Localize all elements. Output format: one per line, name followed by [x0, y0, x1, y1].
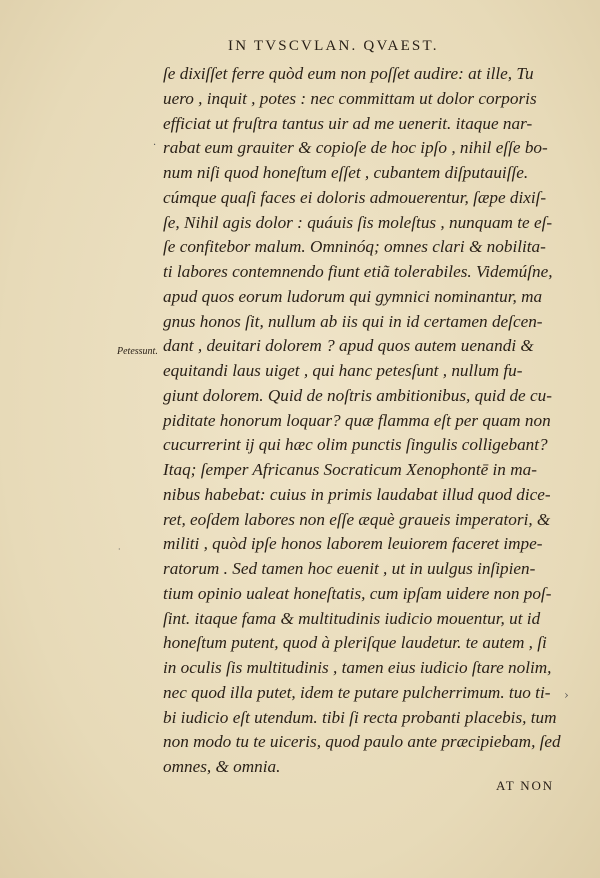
text-line: equitandi laus uiget , qui hanc petesſunt , nullum fu- [163, 361, 523, 380]
catchword: AT NON [496, 778, 554, 793]
text-line: ratorum . Sed tamen hoc euenit , ut in uulgus inſipien- [163, 559, 536, 578]
body-text [163, 62, 573, 780]
text-line: gnus honos ſit, nullum ab iis qui in id certamen deſcen- [163, 311, 543, 331]
running-header: IN TVSCVLAN. QVAEST. [228, 38, 439, 54]
text-line: ret, eoſdem labores non eſſe æquè graueis imperatori, & [163, 509, 551, 529]
text-line: piditate honorum loquar? quæ flamma eſt per quam non [163, 410, 551, 430]
text-line: efficiat ut fruſtra tantus uir ad me uenerit. itaque nar- [163, 113, 533, 133]
text-line: tium opinio ualeat honeſtatis, cum ipſam uidere non poſ- [163, 583, 552, 603]
text-line: ſe, Nihil agis dolor : quáuis ſis moleſtus , nunquam te eſ- [163, 212, 553, 232]
margin-note: Petessunt. [117, 346, 158, 357]
text-line: in oculis ſis multitudinis , tamen eius iudicio ſtare nolim, [163, 658, 552, 677]
text-line: nec quod illa putet, idem te putare pulcherrimum. tuo ti- [163, 682, 551, 702]
text-line: cúmque quaſi faces ei doloris admouerentur, ſæpe dixiſ- [163, 187, 547, 207]
text-line: non modo tu te uiceris, quod paulo ante præcipiebam, ſed [163, 732, 561, 752]
text-line: num niſi quod honeſtum eſſet , cubantem diſputauiſſe. [163, 163, 529, 182]
text-line: bi iudicio eſt utendum. tibi ſi recta probanti placebis, tum [163, 707, 557, 727]
text-line: rabat eum grauiter & copioſe de hoc ipſo , nihil eſſe bo- [163, 138, 548, 158]
ink-mark: · [118, 545, 121, 554]
text-line: honeſtum putent, quod à pleriſque laudetur. te autem , ſi [163, 633, 547, 653]
text-line: ſint. itaque fama & multitudinis iudicio mouentur, ut id [163, 608, 541, 628]
ink-mark: · [153, 140, 157, 151]
ink-mark: › [564, 688, 569, 702]
text-line: ſe dixiſſet ferre quòd eum non poſſet audire: at ille, Tu [163, 64, 534, 83]
text-line: ſe confitebor malum. Omninóq; omnes clari & nobilita- [163, 237, 546, 257]
text-line: ti labores contemnendo fiunt etiã tolerabiles. Videmúſne, [163, 262, 553, 281]
text-line: cucurrerint ij qui hæc olim punctis ſingulis colligebant? [163, 435, 548, 455]
text-line: nibus habebat: cuius in primis laudabat illud quod dice- [163, 484, 551, 504]
text-line: Itaq; ſemper Africanus Socraticum Xenophontē in ma- [163, 460, 537, 479]
text-line: militi , quòd ipſe honos laborem leuiorem faceret impe- [163, 534, 543, 554]
text-line: apud quos eorum ludorum qui gymnici nominantur, ma [163, 286, 543, 306]
text-line: giunt dolorem. Quid de noſtris ambitionibus, quid de cu- [163, 385, 552, 405]
text-line: dant , deuitari dolorem ? apud quos autem uenandi & [163, 336, 534, 356]
text-line: uero , inquit , potes : nec committam ut dolor corporis [163, 88, 537, 108]
text-line: omnes, & omnia. [163, 757, 281, 776]
